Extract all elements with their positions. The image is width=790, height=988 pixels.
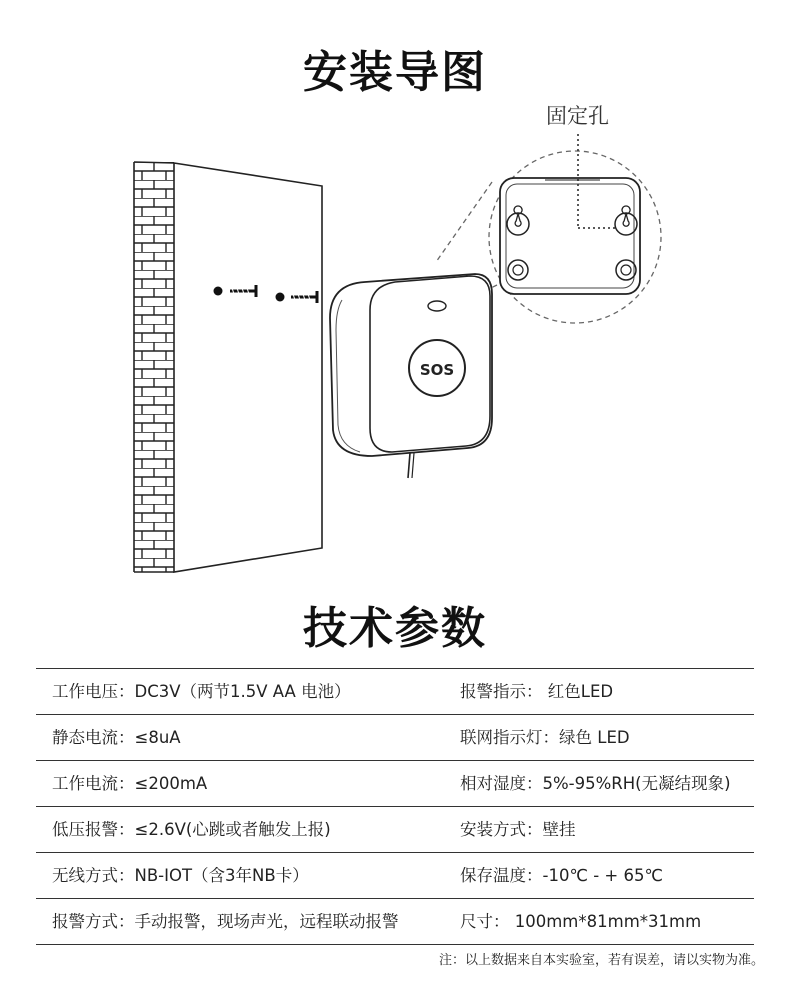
spec-cell: 无线方式：NB-IOT（含3年NB卡）	[52, 866, 309, 885]
spec-cell: 低压报警：≤2.6V(心跳或者触发上报)	[52, 820, 331, 839]
spec-cell: 联网指示灯：绿色 LED	[460, 728, 630, 747]
spec-cell: 静态电流：≤8uA	[52, 728, 181, 747]
mounting-hole-label: 固定孔	[546, 104, 609, 128]
table-row	[36, 852, 754, 898]
spec-cell: 保存温度：-10℃ - + 65℃	[460, 866, 664, 885]
table-row	[36, 806, 754, 852]
sos-button-label: SOS	[419, 361, 455, 379]
wall	[134, 162, 322, 572]
tech-specs-title: 技术参数	[303, 603, 487, 654]
sos-device	[330, 274, 492, 478]
table-row	[36, 714, 754, 760]
spec-cell: 工作电压：DC3V（两节1.5V AA 电池）	[52, 682, 351, 701]
spec-cell: 安装方式：壁挂	[460, 820, 576, 839]
table-row	[36, 760, 754, 806]
spec-cell: 尺寸： 100mm*81mm*31mm	[460, 912, 702, 931]
spec-cell: 工作电流：≤200mA	[52, 774, 208, 793]
table-row	[36, 668, 754, 714]
spec-table	[36, 668, 754, 945]
install-guide-title: 安装导图	[303, 47, 487, 98]
table-row	[36, 898, 754, 945]
spec-cell: 相对湿度：5%-95%RH(无凝结现象)	[460, 774, 731, 793]
footnote: 注：以上数据来自本实验室，若有误差，请以实物为准。	[438, 953, 764, 968]
spec-cell: 报警方式：手动报警，现场声光，远程联动报警	[52, 912, 399, 931]
spec-cell: 报警指示： 红色LED	[460, 682, 614, 701]
